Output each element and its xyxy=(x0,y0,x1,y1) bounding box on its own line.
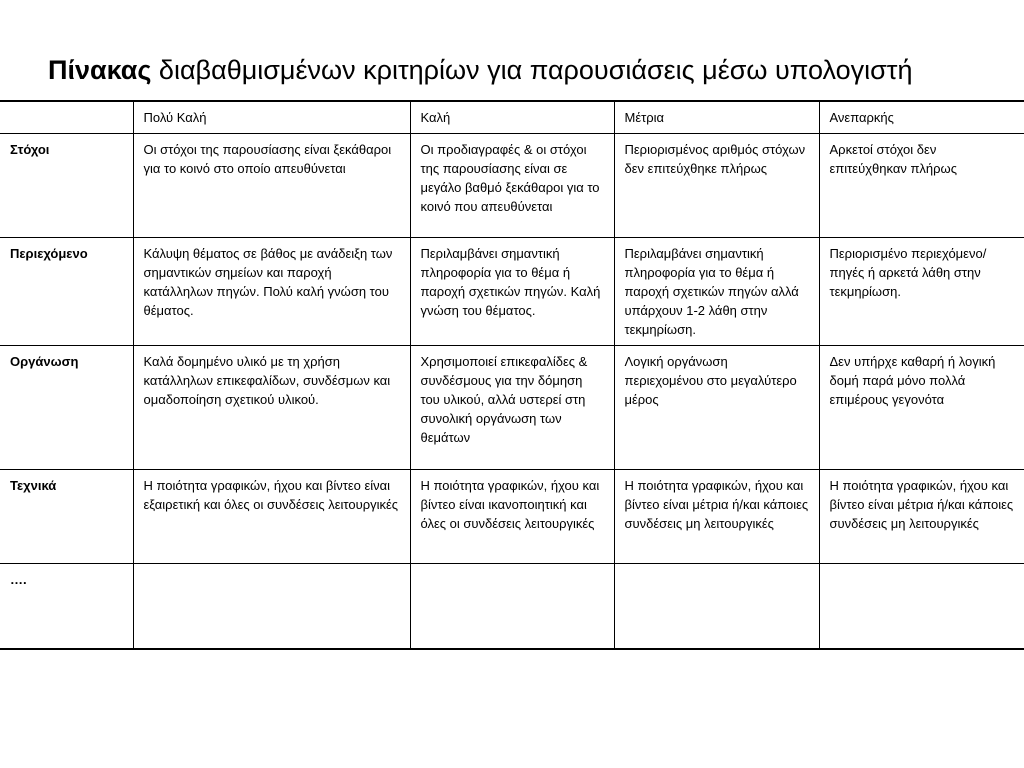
criterion-label: Στόχοι xyxy=(0,134,133,238)
table-header-row xyxy=(0,101,1024,134)
table-cell xyxy=(133,564,410,649)
table-cell xyxy=(614,564,819,649)
criterion-label: …. xyxy=(0,564,133,649)
table-cell: Οι προδιαγραφές & οι στόχοι της παρουσίασης είναι σε μεγάλο βαθμό ξεκάθαροι για το κοινό που απευθύνεται xyxy=(410,134,614,238)
table-cell: Χρησιμοποιεί επικεφαλίδες & συνδέσμους για την δόμηση του υλικού, αλλά υστερεί στη συνολική οργάνωση των θεμάτων xyxy=(410,346,614,470)
header-insufficient: Ανεπαρκής xyxy=(819,101,1024,134)
table-cell: Περιορισμένος αριθμός στόχων δεν επιτεύχθηκε πλήρως xyxy=(614,134,819,238)
table-row-organization xyxy=(0,346,1024,470)
table-cell: Αρκετοί στόχοι δεν επιτεύχθηκαν πλήρως xyxy=(819,134,1024,238)
table-cell: Η ποιότητα γραφικών, ήχου και βίντεο είναι μέτρια ή/και κάποιες συνδέσεις μη λειτουργικές xyxy=(819,470,1024,564)
table-cell xyxy=(819,564,1024,649)
table-cell: Η ποιότητα γραφικών, ήχου και βίντεο είναι εξαιρετική και όλες οι συνδέσεις λειτουργικές xyxy=(133,470,410,564)
rubric-table xyxy=(0,100,1024,650)
table-cell: Οι στόχοι της παρουσίασης είναι ξεκάθαροι για το κοινό στο οποίο απευθύνεται xyxy=(133,134,410,238)
criterion-label: Τεχνικά xyxy=(0,470,133,564)
table-cell: Καλά δομημένο υλικό με τη χρήση κατάλληλων επικεφαλίδων, συνδέσμων και ομαδοποίηση σχετικού υλικού. xyxy=(133,346,410,470)
header-good: Καλή xyxy=(410,101,614,134)
header-corner-cell xyxy=(0,101,133,134)
table-cell: Κάλυψη θέματος σε βάθος με ανάδειξη των σημαντικών σημείων και παροχή κατάλληλων πηγών. Πολύ καλή γνώση του θέματος. xyxy=(133,238,410,346)
title-rest: διαβαθμισμένων κριτηρίων για παρουσιάσεις μέσω υπολογιστή xyxy=(151,55,913,85)
table-cell: Δεν υπήρχε καθαρή ή λογική δομή παρά μόνο πολλά επιμέρους γεγονότα xyxy=(819,346,1024,470)
table-cell: Η ποιότητα γραφικών, ήχου και βίντεο είναι ικανοποιητική και όλες οι συνδέσεις λειτουργικές xyxy=(410,470,614,564)
table-cell xyxy=(410,564,614,649)
table-cell: Περιορισμένο περιεχόμενο/πηγές ή αρκετά λάθη στην τεκμηρίωση. xyxy=(819,238,1024,346)
criterion-label: Περιεχόμενο xyxy=(0,238,133,346)
header-moderate: Μέτρια xyxy=(614,101,819,134)
criterion-label: Οργάνωση xyxy=(0,346,133,470)
slide-title xyxy=(48,52,912,88)
table-cell: Η ποιότητα γραφικών, ήχου και βίντεο είναι μέτρια ή/και κάποιες συνδέσεις μη λειτουργικές xyxy=(614,470,819,564)
table-row-technical xyxy=(0,470,1024,564)
table-cell: Περιλαμβάνει σημαντική πληροφορία για το θέμα ή παροχή σχετικών πηγών. Καλή γνώση του θέματος. xyxy=(410,238,614,346)
table-row-content xyxy=(0,238,1024,346)
title-bold-word: Πίνακας xyxy=(48,55,152,85)
table-cell: Περιλαμβάνει σημαντική πληροφορία για το θέμα ή παροχή σχετικών πηγών αλλά υπάρχουν 1-2 λάθη στην τεκμηρίωση. xyxy=(614,238,819,346)
table-row-goals xyxy=(0,134,1024,238)
header-very-good: Πολύ Καλή xyxy=(133,101,410,134)
table-cell: Λογική οργάνωση περιεχομένου στο μεγαλύτερο μέρος xyxy=(614,346,819,470)
table-row-ellipsis xyxy=(0,564,1024,649)
